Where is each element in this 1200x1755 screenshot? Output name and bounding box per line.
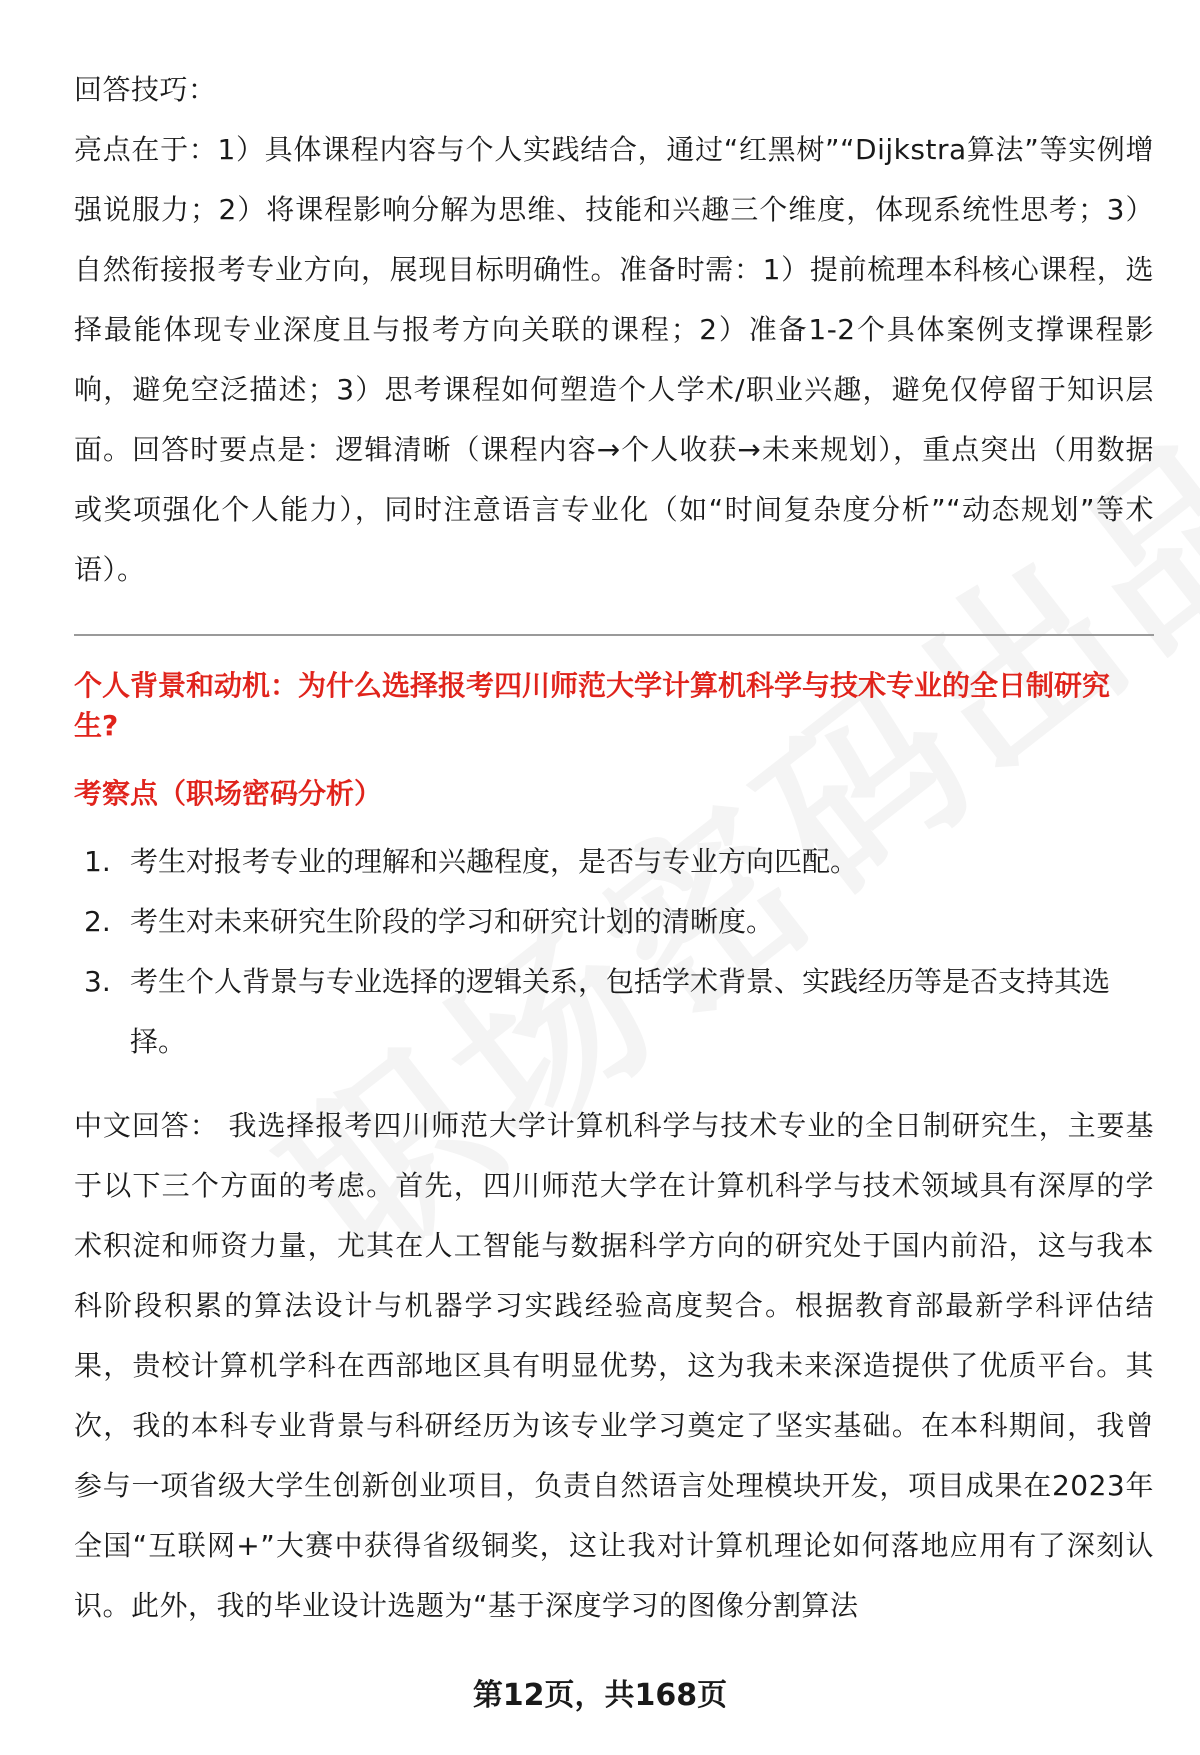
page-number: 第12页，共168页	[472, 1678, 728, 1713]
list-item	[74, 892, 1154, 952]
list-item	[74, 952, 1154, 1072]
answer-text: 我选择报考四川师范大学计算机科学与技术专业的全日制研究生，主要基于以下三个方面的考虑。首先，四川师范大学在计算机科学与技术领域具有深厚的学术积淀和师资力量，尤其在人工智能与数据科学方向的研究处于国内前沿，这与我本科阶段积累的算法设计与机器学习实践经验高度契合。根据教育部最新学科评估结果，贵校计算机学科在西部地区具有明显优势，这为我未来深造提供了优质平台。其次，我的本科专业背景与科研经历为该专业学习奠定了坚实基础。在本科期间，我曾参与一项省级大学生创新创业项目，负责自然语言处理模块开发，项目成果在2023年全国“互联网+”大赛中获得省级铜奖，这让我对计算机理论如何落地应用有了深刻认识。此外，我的毕业设计选题为“基于深度学习的图像分割算法	[74, 1109, 1154, 1622]
exam-points-heading: 考察点（职场密码分析）	[74, 777, 383, 810]
answer-paragraph	[74, 1096, 1154, 1636]
section-divider	[74, 634, 1154, 636]
tips-paragraph: 亮点在于：1）具体课程内容与个人实践结合，通过“红黑树”“Dijkstra算法”等实例增强说服力；2）将课程影响分解为思维、技能和兴趣三个维度，体现系统性思考；3）自然衔接报考专业方向，展现目标明确性。准备时需：1）提前梳理本科核心课程，选择最能体现专业深度且与报考方向关联的课程；2）准备1-2个具体案例支撑课程影响，避免空泛描述；3）思考课程如何塑造个人学术/职业兴趣，避免仅停留于知识层面。回答时要点是：逻辑清晰（课程内容→个人收获→未来规划），重点突出（用数据或奖项强化个人能力），同时注意语言专业化（如“时间复杂度分析”“动态规划”等术语）。	[74, 133, 1154, 586]
list-item	[74, 832, 1154, 892]
question-heading: 个人背景和动机：为什么选择报考四川师范大学计算机科学与技术专业的全日制研究生?	[74, 669, 1111, 742]
list-item-text: 考生对未来研究生阶段的学习和研究计划的清晰度。	[130, 905, 775, 938]
list-item-number: 1.	[84, 845, 111, 878]
list-item-text: 考生对报考专业的理解和兴趣程度，是否与专业方向匹配。	[130, 845, 859, 878]
tips-label: 回答技巧：	[74, 73, 217, 106]
answer-label: 中文回答：	[74, 1109, 219, 1142]
exam-points-list	[74, 832, 1154, 1072]
list-item-number: 3.	[84, 965, 111, 998]
document-page	[74, 60, 1154, 1636]
list-item-text: 考生个人背景与专业选择的逻辑关系，包括学术背景、实践经历等是否支持其选择。	[130, 965, 1111, 1058]
list-item-number: 2.	[84, 905, 111, 938]
